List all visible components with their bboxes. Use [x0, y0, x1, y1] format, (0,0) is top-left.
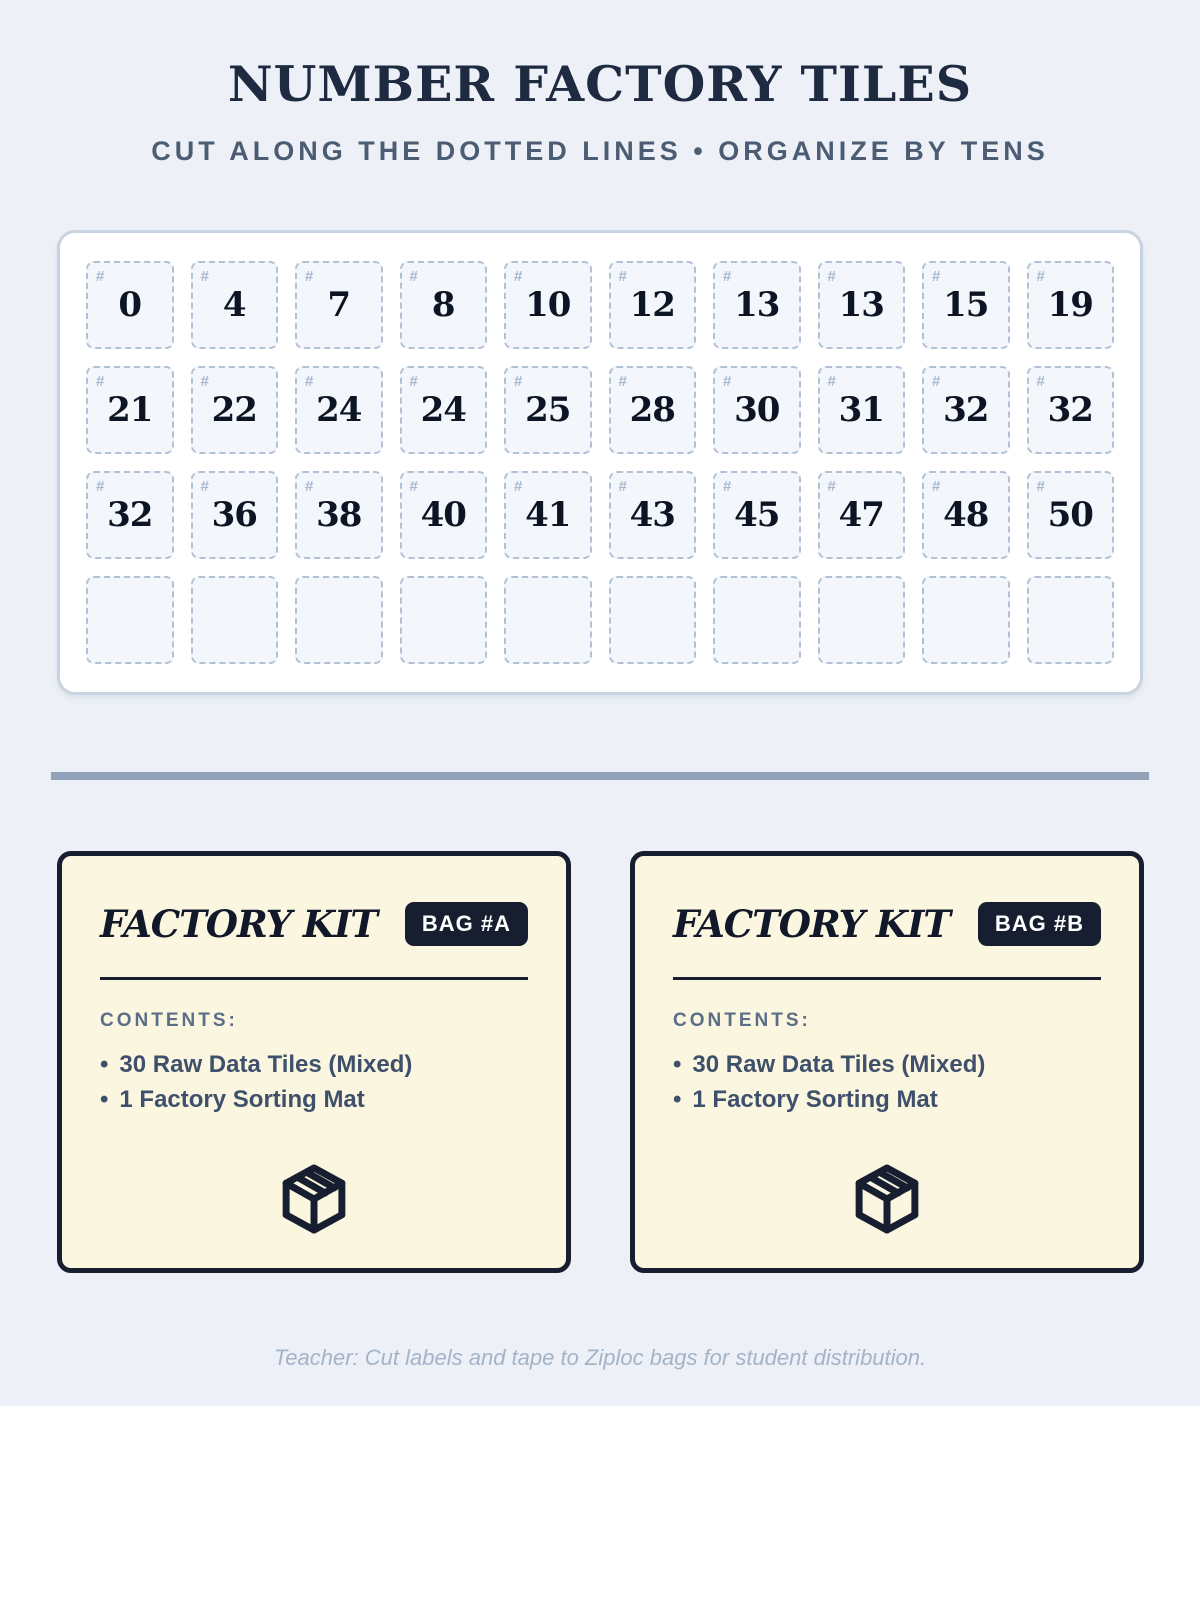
kit-card-bag-a [57, 851, 571, 1273]
hash-corner-mark: # [409, 268, 418, 285]
number-tile [922, 366, 1010, 454]
empty-tile [86, 576, 174, 664]
number-tile [713, 261, 801, 349]
tile-number: 50 [1047, 495, 1093, 535]
tile-number: 38 [316, 495, 362, 535]
tile-number: 10 [525, 285, 571, 325]
hash-corner-mark: # [305, 373, 314, 390]
contents-list [100, 1047, 528, 1117]
number-tile [295, 366, 383, 454]
number-tile [922, 261, 1010, 349]
number-tile [1027, 366, 1115, 454]
page-title: NUMBER FACTORY TILES [227, 55, 973, 113]
hash-corner-mark: # [1036, 478, 1045, 495]
number-tile [818, 366, 906, 454]
teacher-note: Teacher: Cut labels and tape to Ziploc bags for student distribution. [273, 1345, 927, 1370]
number-tile [86, 366, 174, 454]
kit-title: FACTORY KIT [673, 902, 950, 946]
tile-number: 30 [734, 390, 780, 430]
empty-tile [295, 576, 383, 664]
package-box-icon [276, 1161, 352, 1237]
tile-number: 24 [316, 390, 362, 430]
contents-list [673, 1047, 1101, 1117]
contents-item [673, 1047, 1101, 1082]
hash-corner-mark: # [723, 268, 732, 285]
number-tile [400, 366, 488, 454]
hash-corner-mark: # [1036, 373, 1045, 390]
page-subtitle: CUT ALONG THE DOTTED LINES • ORGANIZE BY TENS [151, 136, 1049, 166]
hash-corner-mark: # [827, 268, 836, 285]
contents-label: CONTENTS: [673, 1010, 811, 1031]
tile-number: 12 [629, 285, 675, 325]
number-tile [609, 261, 697, 349]
tile-number: 13 [838, 285, 884, 325]
hash-corner-mark: # [200, 268, 209, 285]
empty-tile [609, 576, 697, 664]
tile-number: 4 [222, 285, 246, 325]
tile-number: 22 [211, 390, 257, 430]
tile-number: 32 [107, 495, 153, 535]
tile-number: 7 [327, 285, 351, 325]
tile-number: 21 [107, 390, 153, 430]
contents-label: CONTENTS: [100, 1010, 238, 1031]
hash-corner-mark: # [932, 373, 941, 390]
bullet-mark: • [673, 1051, 682, 1078]
kit-title: FACTORY KIT [100, 902, 377, 946]
tile-number: 31 [838, 390, 884, 430]
empty-tile [504, 576, 592, 664]
package-box-icon [849, 1161, 925, 1237]
bullet-mark: • [100, 1086, 109, 1113]
kit-card-bag-b [630, 851, 1144, 1273]
number-tile [504, 366, 592, 454]
bag-a-badge: BAG #A [405, 902, 528, 946]
contents-item-text: 1 Factory Sorting Mat [119, 1086, 365, 1113]
kit-cards-row [57, 851, 1144, 1273]
number-tile [86, 471, 174, 559]
tile-number: 24 [420, 390, 466, 430]
tiles-grid [86, 261, 1114, 664]
hash-corner-mark: # [96, 478, 105, 495]
tile-number: 48 [943, 495, 989, 535]
hash-corner-mark: # [200, 478, 209, 495]
number-tile [191, 261, 279, 349]
contents-item-text: 30 Raw Data Tiles (Mixed) [692, 1051, 986, 1078]
tile-number: 32 [1047, 390, 1093, 430]
number-tile [713, 471, 801, 559]
hash-corner-mark: # [827, 373, 836, 390]
tile-number: 36 [211, 495, 257, 535]
hash-corner-mark: # [618, 268, 627, 285]
hash-corner-mark: # [827, 478, 836, 495]
empty-tile [1027, 576, 1115, 664]
number-tile [818, 261, 906, 349]
tile-number: 40 [420, 495, 466, 535]
number-tile [191, 366, 279, 454]
hash-corner-mark: # [723, 373, 732, 390]
number-tile [922, 471, 1010, 559]
number-tile [1027, 261, 1115, 349]
hash-corner-mark: # [514, 268, 523, 285]
tile-number: 43 [629, 495, 675, 535]
empty-tile [713, 576, 801, 664]
hash-corner-mark: # [200, 373, 209, 390]
tile-number: 0 [118, 285, 142, 325]
number-tile [504, 471, 592, 559]
section-divider [51, 772, 1149, 780]
hash-corner-mark: # [409, 478, 418, 495]
number-tile [400, 261, 488, 349]
number-tile [400, 471, 488, 559]
number-tile [818, 471, 906, 559]
tile-number: 8 [431, 285, 455, 325]
hash-corner-mark: # [409, 373, 418, 390]
tile-number: 25 [525, 390, 571, 430]
empty-tile [818, 576, 906, 664]
empty-tile [400, 576, 488, 664]
number-tile [191, 471, 279, 559]
hash-corner-mark: # [514, 478, 523, 495]
number-tile [609, 471, 697, 559]
tile-number: 13 [734, 285, 780, 325]
number-tile [295, 471, 383, 559]
tile-number: 41 [525, 495, 571, 535]
tile-number: 15 [943, 285, 989, 325]
hash-corner-mark: # [723, 478, 732, 495]
kit-header [673, 902, 1101, 946]
tile-number: 45 [734, 495, 780, 535]
bullet-mark: • [673, 1086, 682, 1113]
hash-corner-mark: # [618, 373, 627, 390]
contents-item-text: 1 Factory Sorting Mat [692, 1086, 938, 1113]
number-tile [609, 366, 697, 454]
kit-icon-area [100, 1161, 528, 1242]
contents-item-text: 30 Raw Data Tiles (Mixed) [119, 1051, 413, 1078]
bullet-mark: • [100, 1051, 109, 1078]
tile-number: 47 [838, 495, 884, 535]
kit-divider-rule [673, 977, 1101, 980]
hash-corner-mark: # [932, 268, 941, 285]
hash-corner-mark: # [96, 268, 105, 285]
hash-corner-mark: # [1036, 268, 1045, 285]
hash-corner-mark: # [932, 478, 941, 495]
number-tile [1027, 471, 1115, 559]
tile-number: 28 [629, 390, 675, 430]
tiles-panel [57, 230, 1143, 695]
empty-tile [922, 576, 1010, 664]
hash-corner-mark: # [514, 373, 523, 390]
contents-item [100, 1047, 528, 1082]
contents-item [673, 1082, 1101, 1117]
number-tile [504, 261, 592, 349]
kit-icon-area [673, 1161, 1101, 1242]
number-tile [713, 366, 801, 454]
number-tile [86, 261, 174, 349]
contents-item [100, 1082, 528, 1117]
hash-corner-mark: # [96, 373, 105, 390]
kit-divider-rule [100, 977, 528, 980]
hash-corner-mark: # [305, 268, 314, 285]
tile-number: 32 [943, 390, 989, 430]
hash-corner-mark: # [618, 478, 627, 495]
bag-b-badge: BAG #B [978, 902, 1101, 946]
kit-header [100, 902, 528, 946]
empty-tile [191, 576, 279, 664]
number-tile [295, 261, 383, 349]
tile-number: 19 [1047, 285, 1093, 325]
hash-corner-mark: # [305, 478, 314, 495]
